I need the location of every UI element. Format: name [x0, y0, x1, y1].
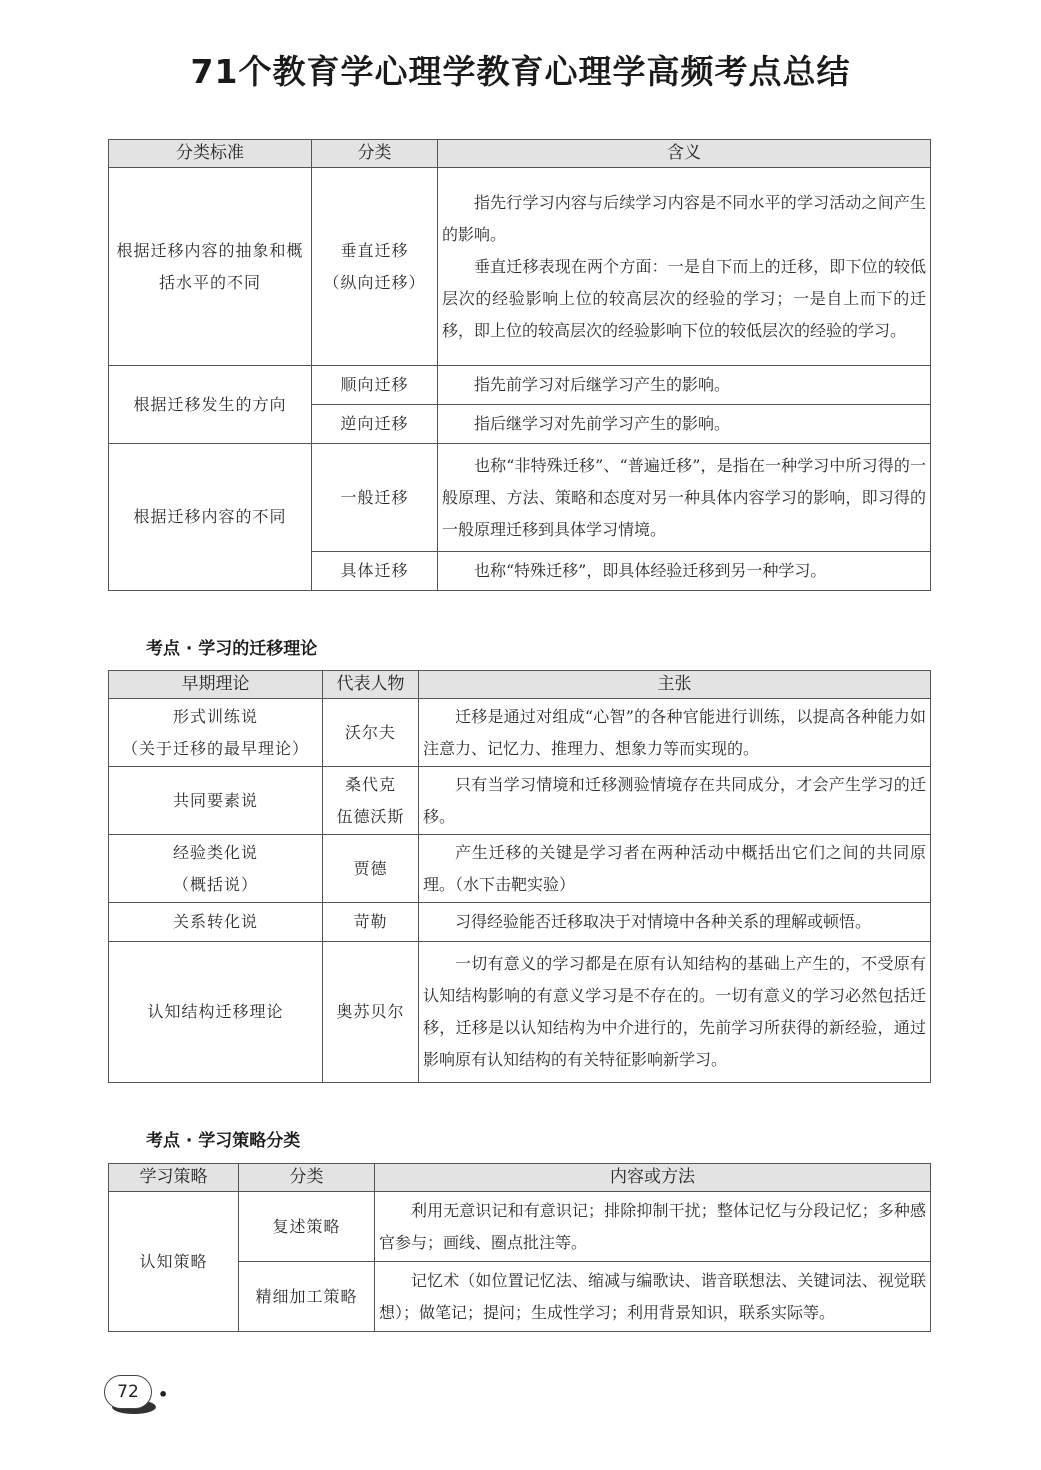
- table-header-row: [109, 1164, 931, 1192]
- classification-standard: 根据迁移内容的抽象和概括水平的不同: [109, 168, 312, 366]
- strategy-type: 精细加工策略: [239, 1262, 375, 1332]
- classification-meaning: 也称“非特殊迁移”、“普遍迁移”，是指在一种学习中所习得的一般原理、方法、策略和态度对另一种具体内容学习的影响，即习得的一般原理迁移到具体学习情境。: [438, 444, 931, 552]
- classification-type: 一般迁移: [312, 444, 438, 552]
- column-header: 分类标准: [109, 140, 312, 168]
- column-header: 分类: [239, 1164, 375, 1192]
- representative-person: 贾德: [323, 835, 419, 903]
- table-row: [109, 942, 931, 1083]
- representative-person: 桑代克 伍德沃斯: [323, 767, 419, 835]
- strategy-name: 认知策略: [109, 1192, 239, 1332]
- table-header-row: [109, 671, 931, 699]
- theory-claim: 习得经验能否迁移取决于对情境中各种关系的理解或顿悟。: [419, 903, 931, 942]
- table-row: [109, 903, 931, 942]
- section-heading-learning-strategies: 考点 · 学习策略分类: [146, 1131, 301, 1151]
- transfer-theory-table: [108, 670, 931, 1083]
- table-row: [109, 835, 931, 903]
- table-row: [109, 699, 931, 767]
- transfer-classification-table: [108, 139, 931, 591]
- column-header: 早期理论: [109, 671, 323, 699]
- column-header: 内容或方法: [375, 1164, 931, 1192]
- section-heading-transfer-theories: 考点 · 学习的迁移理论: [146, 639, 318, 659]
- classification-type: 具体迁移: [312, 552, 438, 591]
- page-number: 72: [104, 1375, 152, 1409]
- classification-meaning: 指先前学习对后继学习产生的影响。: [438, 366, 931, 405]
- table-row: [109, 767, 931, 835]
- page-title: 71个教育学心理学教育心理学高频考点总结: [190, 52, 851, 91]
- column-header: 主张: [419, 671, 931, 699]
- column-header: 代表人物: [323, 671, 419, 699]
- learning-strategy-table: [108, 1163, 931, 1332]
- table-row: [109, 444, 931, 552]
- classification-meaning: 指后继学习对先前学习产生的影响。: [438, 405, 931, 444]
- table-row: [109, 1192, 931, 1262]
- table-row: [109, 168, 931, 366]
- classification-meaning: 也称“特殊迁移”，即具体经验迁移到另一种学习。: [438, 552, 931, 591]
- table-row: [109, 366, 931, 405]
- theory-claim: 迁移是通过对组成“心智”的各种官能进行训练，以提高各种能力如注意力、记忆力、推理力、想象力等而实现的。: [419, 699, 931, 767]
- theory-claim: 只有当学习情境和迁移测验情境存在共同成分，才会产生学习的迁移。: [419, 767, 931, 835]
- theory-name: 共同要素说: [109, 767, 323, 835]
- classification-meaning: 指先行学习内容与后续学习内容是不同水平的学习活动之间产生的影响。 垂直迁移表现在两个方面：一是自下而上的迁移，即下位的较低层次的经验影响上位的较高层次的经验的学习；一是自上而下的迁移，即上位的较高层次的经验影响下位的较低层次的经验的学习。: [438, 168, 931, 366]
- theory-name: 关系转化说: [109, 903, 323, 942]
- strategy-content: 记忆术（如位置记忆法、缩减与编歌诀、谐音联想法、关键词法、视觉联想）；做笔记；提问；生成性学习；利用背景知识，联系实际等。: [375, 1262, 931, 1332]
- theory-name: 形式训练说 （关于迁移的最早理论）: [109, 699, 323, 767]
- classification-type: 逆向迁移: [312, 405, 438, 444]
- classification-standard: 根据迁移内容的不同: [109, 444, 312, 591]
- page-number-dot: •: [158, 1385, 169, 1404]
- theory-name: 经验类化说 （概括说）: [109, 835, 323, 903]
- table-header-row: [109, 140, 931, 168]
- strategy-content: 利用无意识记和有意识记；排除抑制干扰；整体记忆与分段记忆；多种感官参与；画线、圈点批注等。: [375, 1192, 931, 1262]
- column-header: 含义: [438, 140, 931, 168]
- classification-type: 垂直迁移 （纵向迁移）: [312, 168, 438, 366]
- classification-standard: 根据迁移发生的方向: [109, 366, 312, 444]
- theory-claim: 一切有意义的学习都是在原有认知结构的基础上产生的，不受原有认知结构影响的有意义学习是不存在的。一切有意义的学习必然包括迁移，迁移是以认知结构为中介进行的，先前学习所获得的新经验，通过影响原有认知结构的有关特征影响新学习。: [419, 942, 931, 1083]
- classification-type: 顺向迁移: [312, 366, 438, 405]
- column-header: 学习策略: [109, 1164, 239, 1192]
- representative-person: 奥苏贝尔: [323, 942, 419, 1083]
- theory-claim: 产生迁移的关键是学习者在两种活动中概括出它们之间的共同原理。（水下击靶实验）: [419, 835, 931, 903]
- column-header: 分类: [312, 140, 438, 168]
- theory-name: 认知结构迁移理论: [109, 942, 323, 1083]
- representative-person: 苛勒: [323, 903, 419, 942]
- representative-person: 沃尔夫: [323, 699, 419, 767]
- strategy-type: 复述策略: [239, 1192, 375, 1262]
